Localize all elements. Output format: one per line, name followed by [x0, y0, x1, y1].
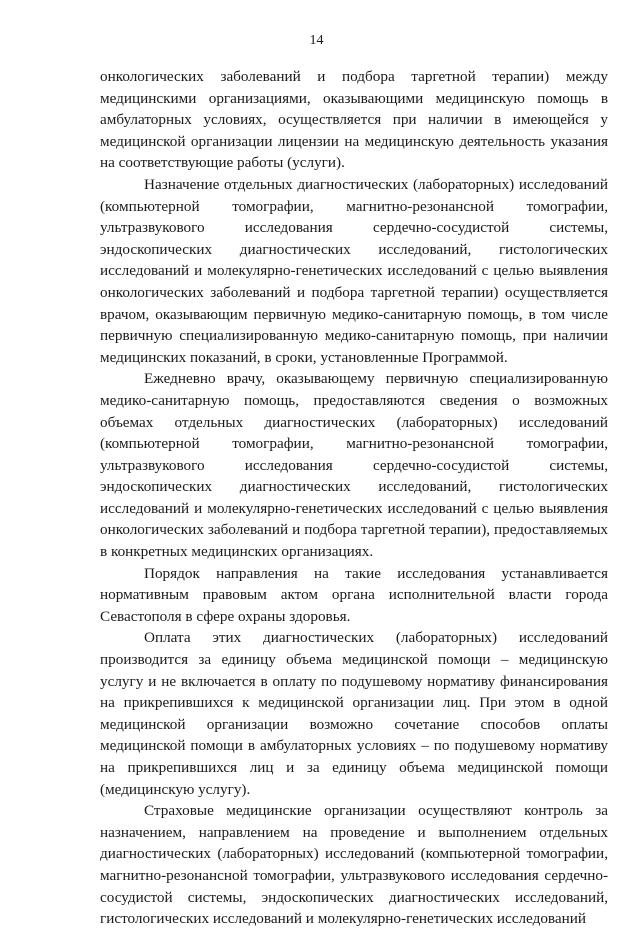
paragraph-diagnostic-assignment: Назначение отдельных диагностических (лабораторных) исследований (компьютерной томографии, магнитно-резонансной томографии, ультразвукового исследования сердечно-сосудистой системы, эндоскопических диагностических исследований, гистологических исследований и молекулярно-генетических исследований с целью выявления онкологических заболеваний и подбора таргетной терапии) осуществляется врачом, оказывающим первичную медико-санитарную помощь, в том числе первичную специализированную медико-санитарную помощь, при наличии медицинских показаний, в сроки, установленные Программой. [100, 175, 608, 366]
paragraph-continuation: онкологических заболеваний и подбора таргетной терапии) между медицинскими организациями, оказывающими медицинскую помощь в амбулаторных условиях, осуществляется при наличии в имеющейся у медицинской организации лицензии на медицинскую деятельность указания на соответствующие работы (услуги). [100, 68, 608, 172]
paragraph-referral-procedure: Порядок направления на такие исследования устанавливается нормативным правовым актом органа исполнительной власти города Севастополя в сфере охраны здоровья. [100, 564, 608, 625]
document-body [100, 66, 608, 930]
page-number: 14 [309, 33, 324, 48]
paragraph-daily-information: Ежедневно врачу, оказывающему первичную специализированную медико-санитарную помощь, предоставляются сведения о возможных объемах отдельных диагностических (лабораторных) исследований (компьютерной томографии, магнитно-резонансной томографии, ультразвукового исследования сердечно-сосудистой системы, эндоскопических диагностических исследований, гистологических исследований и молекулярно-генетических исследований с целью выявления онкологических заболеваний и подбора таргетной терапии), предоставляемых в конкретных медицинских организациях. [100, 370, 608, 561]
paragraph-insurance-control: Страховые медицинские организации осуществляют контроль за назначением, направлением на проведение и выполнением отдельных диагностических (лабораторных) исследований (компьютерной томографии, магнитно-резонансной томографии, ультразвукового исследования сердечно-сосудистой системы, эндоскопических диагностических исследований, гистологических исследований и молекулярно-генетических исследований [100, 802, 608, 928]
paragraph-payment: Оплата этих диагностических (лабораторных) исследований производится за единицу объема медицинской помощи – медицинскую услугу и не включается в оплату по подушевому нормативу финансирования на прикрепившихся к медицинской организации лиц. При этом в одной медицинской организации возможно сочетание способов оплаты медицинской помощи в амбулаторных условиях – по подушевому нормативу на прикрепившихся лиц и за единицу объема медицинской помощи (медицинскую услугу). [100, 629, 608, 798]
